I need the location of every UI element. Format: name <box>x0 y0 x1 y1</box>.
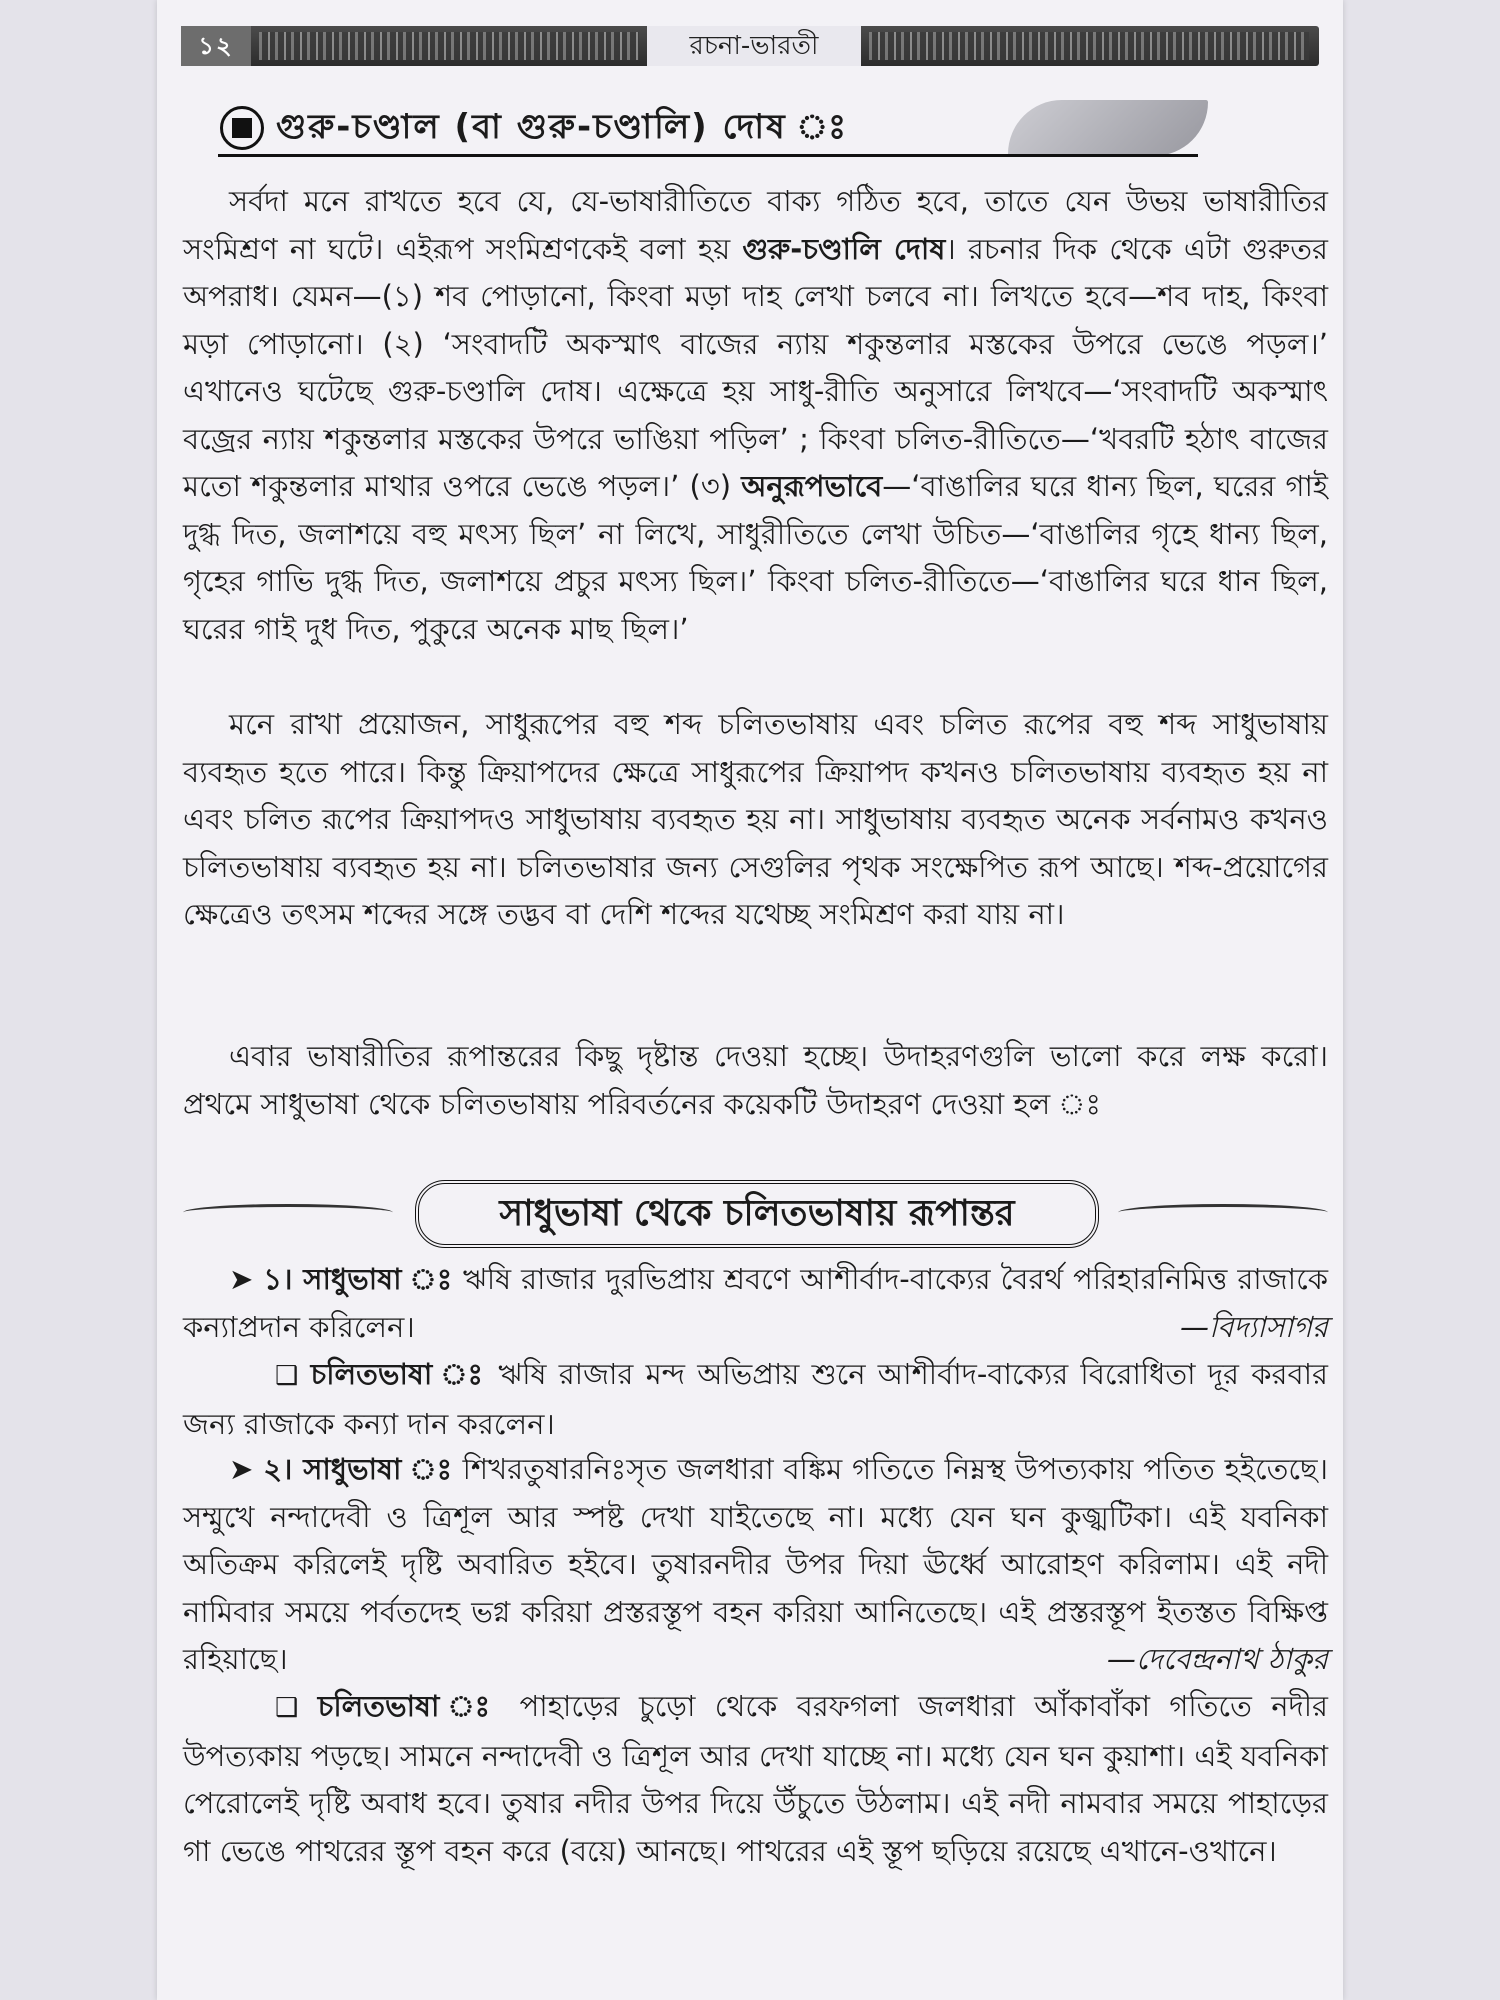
banner-title: সাধুভাষা থেকে চলিতভাষায় রূপান্তর <box>415 1180 1099 1248</box>
paragraph-examples-intro: এবার ভাষারীতির রূপান্তরের কিছু দৃষ্টান্ত দেওয়া হচ্ছে। উদাহরণগুলি ভালো করে লক্ষ করো। প্রথমে সাধুভাষা থেকে চলিতভাষায় পরিবর্তনের কয়েকটি উদাহরণ দেওয়া হল ঃ <box>183 1039 1328 1121</box>
example-text: শিখরতুষারনিঃসৃত জলধারা বঙ্কিম গতিতে নিম্নস্থ উপত্যকায় পতিত হইতেছে। সম্মুখে নন্দাদেবী ও ত্রিশূল আর স্পষ্ট দেখা যাইতেছে না। মধ্যে যেন ঘন কুজ্ঝটিকা। এই যবনিকা অতিক্রম করিলেই দৃষ্টি অবারিত হইবে। তুষারনদীর উপর দিয়া ঊর্ধ্বে আরোহণ করিলাম। এই নদী নামিবার সময়ে পর্বতদেহ ভগ্ন করিয়া প্রস্তরস্তূপ বহন করিয়া আনিতেছে। এই প্রস্তরস্তূপ ইতস্তত বিক্ষিপ্ত রহিয়াছে। <box>183 1452 1328 1676</box>
page-number: ১২ <box>181 26 251 66</box>
author-attribution: —দেবেন্দ্রনাথ ঠাকুর <box>1106 1642 1328 1676</box>
running-header <box>181 26 1319 66</box>
example-2-sadhu <box>183 1446 1328 1684</box>
swash-ornament-right-icon <box>1118 1204 1328 1221</box>
example-text: পাহাড়ের চুড়ো থেকে বরফগলা জলধারা আঁকাবাঁকা গতিতে নদীর উপত্যকায় পড়ছে। সামনে নন্দাদেবী ও ত্রিশূল আর দেখা যাচ্ছে না। মধ্যে যেন ঘন কুয়াশা। এই যবনিকা পেরোলেই দৃষ্টি অবাধ হবে। তুষার নদীর উপর দিয়ে উঁচুতে উঠলাম। এই নদী নামবার সময়ে পাহাড়ের গা ভেঙে পাথরের স্তূপ বহন করে (বয়ে) আনছে। পাথরের এই স্তূপ ছড়িয়ে রয়েছে এখানে-ওখানে। <box>183 1689 1328 1868</box>
header-ornament-left <box>259 32 639 60</box>
paragraph-text: —‘বাঙালির ঘরে ধান্য ছিল, ঘরের গাই দুগ্ধ দিত, জলাশয়ে বহু মৎস্য ছিল’ না লিখে, সাধুরীতিতে লেখা উচিত—‘বাঙালির গৃহে ধান্য ছিল, গৃহের গাভি দুগ্ধ দিত, জলাশয়ে প্রচুর মৎস্য ছিল।’ কিংবা চলিত-রীতিতে—‘বাঙালির ঘরে ধান ছিল, ঘরের গাই দুধ দিত, পুকুরে অনেক মাছ ছিল।’ <box>183 469 1328 646</box>
example-label: চলিতভাষা ঃ <box>317 1689 501 1723</box>
author-attribution: —বিদ্যাসাগর <box>1179 1309 1328 1344</box>
example-1-cholit <box>183 1351 1328 1448</box>
leaf-ornament-icon <box>1008 100 1208 156</box>
bold-term: অনুরূপভাবে <box>741 469 883 503</box>
example-text: ঋষি রাজার মন্দ অভিপ্রায় শুনে আশীর্বাদ-বাক্যের বিরোধিতা দূর করবার জন্য রাজাকে কন্যা দান করলেন। <box>183 1357 1328 1441</box>
arrow-bullet-icon: ➤ <box>229 1452 254 1486</box>
square-bullet-icon <box>220 106 264 150</box>
example-2-cholit <box>183 1683 1328 1875</box>
checkbox-bullet-icon: ❑ <box>275 1361 299 1391</box>
swash-ornament-left-icon <box>183 1204 393 1221</box>
section-heading <box>218 98 1218 160</box>
paragraph-guru-chandali <box>183 178 1328 653</box>
header-title: রচনা-ভারতী <box>647 26 861 66</box>
bold-term: গুরু-চণ্ডালি দোষ <box>742 231 946 266</box>
paragraph-text: সর্বদা মনে রাখতে হবে যে, যে-ভাষারীতিতে বাক্য গঠিত হবে, তাতে যেন উভয় ভাষারীতির সংমিশ্রণ না ঘটে। এইরূপ সংমিশ্রণকেই বলা হয় <box>183 184 1328 266</box>
checkbox-bullet-icon: ❑ <box>275 1693 299 1723</box>
paragraph-text: । রচনার দিক থেকে এটা গুরুতর অপরাধ। যেমন—(১) শব পোড়ানো, কিংবা মড়া দাহ লেখা চলবে না। লিখতে হবে—শব দাহ, কিংবা মড়া পোড়ানো। (২) ‘সংবাদটি অকস্মাৎ বাজের ন্যায় শকুন্তলার মস্তকের উপরে ভেঙে পড়ল।’ এখানেও ঘটেছে গুরু-চণ্ডালি দোষ। এক্ষেত্রে হয় সাধু-রীতি অনুসারে লিখবে—‘সংবাদটি অকস্মাৎ বজ্রের ন্যায় শকুন্তলার মস্তকের উপরে ভাঙিয়া পড়িল’ ; কিংবা চলিত-রীতিতে—‘খবরটি হঠাৎ বাজের মতো শকুন্তলার মাথার ওপরে ভেঙে পড়ল।’ (৩) <box>183 231 1328 503</box>
example-label: ২। সাধুভাষা ঃ <box>263 1452 453 1486</box>
paragraph-verb-forms: মনে রাখা প্রয়োজন, সাধুরূপের বহু শব্দ চলিতভাষায় এবং চলিত রূপের বহু শব্দ সাধুভাষায় ব্যবহৃত হতে পারে। কিন্তু ক্রিয়াপদের ক্ষেত্রে সাধুরূপের ক্রিয়াপদ কখনও চলিতভাষায় ব্যবহৃত হয় না এবং চলিত রূপের ক্রিয়াপদও সাধুভাষায় ব্যবহৃত হয় না। সাধুভাষায় ব্যবহৃত অনেক সর্বনামও কখনও চলিতভাষায় ব্যবহৃত হয় না। চলিতভাষার জন্য সেগুলির পৃথক সংক্ষেপিত রূপ আছে। শব্দ-প্রয়োগের ক্ষেত্রেও তৎসম শব্দের সঙ্গে তদ্ভব বা দেশি শব্দের যথেচ্ছ সংমিশ্রণ করা যায় না। <box>183 707 1328 931</box>
arrow-bullet-icon: ➤ <box>229 1262 254 1296</box>
example-label: ১। সাধুভাষা ঃ <box>263 1262 453 1296</box>
header-ornament-right <box>869 32 1309 60</box>
example-text: ঋষি রাজার দুরভিপ্রায় শ্রবণে আশীর্বাদ-বাক্যের বৈরর্থ পরিহারনিমিত্ত রাজাকে কন্যাপ্রদান করিলেন। <box>183 1262 1329 1344</box>
example-1-sadhu <box>183 1256 1328 1351</box>
subsection-banner <box>183 1174 1328 1250</box>
heading-underline <box>218 154 1198 157</box>
heading-text: গুরু-চণ্ডাল (বা গুরু-চণ্ডালি) দোষ ঃ <box>276 107 849 147</box>
example-label: চলিতভাষা ঃ <box>310 1357 486 1391</box>
